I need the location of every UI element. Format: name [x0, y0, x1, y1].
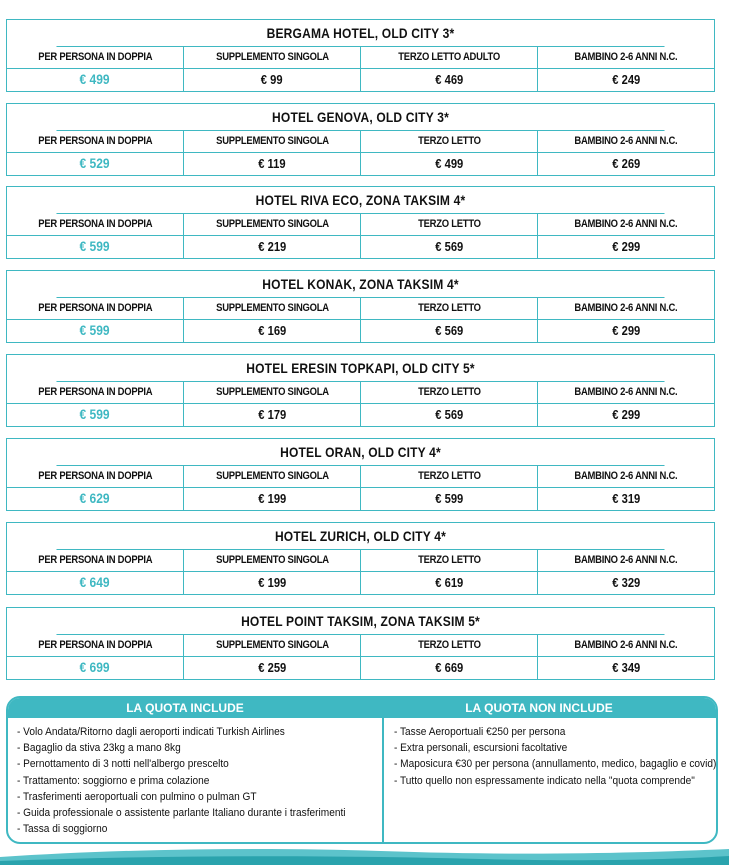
hotel-table: [6, 522, 715, 595]
quota-include-title: LA QUOTA INCLUDE: [126, 701, 244, 715]
column-header: [184, 382, 361, 403]
price-value: € 649: [79, 574, 111, 590]
price-row: [7, 488, 714, 510]
column-header: [361, 466, 538, 487]
price-value: € 329: [611, 575, 640, 590]
price-value: € 629: [79, 490, 111, 506]
hotel-title: HOTEL ERESIN TOPKAPI, OLD CITY 5*: [56, 355, 664, 382]
header-row: [7, 298, 714, 320]
hotel-table: [6, 354, 715, 427]
hotel-table: [6, 19, 715, 92]
price-cell: [538, 320, 714, 342]
price-value: € 599: [79, 322, 111, 338]
column-header: [184, 550, 361, 571]
price-value: € 199: [257, 491, 286, 506]
include-item: - Guida professionale o assistente parlante Italiano durante i trasferimenti: [17, 807, 346, 820]
column-header: [7, 635, 184, 656]
price-value: € 219: [257, 239, 286, 254]
column-header: [361, 382, 538, 403]
column-header-label: SUPPLEMENTO SINGOLA: [215, 135, 329, 147]
include-item: - Pernottamento di 3 notti nell'albergo prescelto: [17, 758, 229, 771]
price-value: € 569: [434, 239, 463, 254]
hotel-title: HOTEL ZURICH, OLD CITY 4*: [56, 523, 664, 550]
column-header-label: BAMBINO 2-6 ANNI N.C.: [574, 386, 678, 398]
price-value: € 299: [611, 407, 640, 422]
price-cell: [361, 153, 538, 175]
price-value: € 499: [79, 71, 111, 87]
column-header: [538, 550, 714, 571]
price-cell: [184, 488, 361, 510]
column-header: [538, 47, 714, 68]
price-value: € 269: [611, 156, 640, 171]
price-cell: [361, 488, 538, 510]
column-header-label: BAMBINO 2-6 ANNI N.C.: [574, 218, 678, 230]
price-cell: [538, 236, 714, 258]
column-header: [538, 466, 714, 487]
header-row: [7, 131, 714, 153]
price-value: € 179: [257, 407, 286, 422]
column-header-label: SUPPLEMENTO SINGOLA: [215, 218, 329, 230]
decorative-wave: [0, 847, 729, 865]
column-header: [7, 298, 184, 319]
column-header-label: TERZO LETTO: [417, 218, 481, 230]
column-header-label: TERZO LETTO: [417, 302, 481, 314]
column-header-label: PER PERSONA IN DOPPIA: [37, 302, 153, 314]
column-header-label: PER PERSONA IN DOPPIA: [37, 135, 153, 147]
column-header: [361, 214, 538, 235]
column-header: [538, 298, 714, 319]
column-header-label: BAMBINO 2-6 ANNI N.C.: [574, 470, 678, 482]
main-price: [7, 572, 184, 594]
price-cell: [184, 153, 361, 175]
price-value: € 599: [434, 491, 463, 506]
price-row: [7, 572, 714, 594]
price-value: € 259: [257, 660, 286, 675]
price-value: € 299: [611, 323, 640, 338]
column-header-label: PER PERSONA IN DOPPIA: [37, 470, 153, 482]
price-value: € 199: [257, 575, 286, 590]
exclude-item: - Maposicura €30 per persona (annullamento, medico, bagaglio e covid): [394, 758, 717, 771]
column-header: [361, 550, 538, 571]
price-value: € 99: [261, 72, 283, 87]
price-value: € 619: [434, 575, 463, 590]
column-header-label: BAMBINO 2-6 ANNI N.C.: [574, 51, 678, 63]
hotel-table: [6, 270, 715, 343]
column-header-label: TERZO LETTO: [417, 639, 481, 651]
header-row: [7, 466, 714, 488]
price-cell: [538, 153, 714, 175]
column-header-label: PER PERSONA IN DOPPIA: [37, 386, 153, 398]
header-row: [7, 382, 714, 404]
column-header: [184, 466, 361, 487]
price-value: € 529: [79, 155, 111, 171]
column-header: [7, 466, 184, 487]
quota-include-list: [8, 718, 384, 844]
include-item: - Tassa di soggiorno: [17, 823, 108, 836]
column-header-label: PER PERSONA IN DOPPIA: [37, 639, 153, 651]
column-header-label: SUPPLEMENTO SINGOLA: [215, 554, 329, 566]
column-header-label: SUPPLEMENTO SINGOLA: [215, 470, 329, 482]
header-row: [7, 214, 714, 236]
price-cell: [361, 236, 538, 258]
price-cell: [538, 657, 714, 679]
column-header-label: TERZO LETTO: [417, 470, 481, 482]
main-price: [7, 153, 184, 175]
quota-body: [8, 718, 716, 844]
price-cell: [184, 657, 361, 679]
price-value: € 249: [611, 72, 640, 87]
hotel-title: HOTEL KONAK, ZONA TAKSIM 4*: [56, 271, 664, 298]
price-value: € 599: [79, 238, 111, 254]
column-header-label: PER PERSONA IN DOPPIA: [37, 554, 153, 566]
quota-header: [8, 698, 716, 718]
column-header: [184, 47, 361, 68]
price-row: [7, 404, 714, 426]
main-price: [7, 69, 184, 91]
include-item: - Bagaglio da stiva 23kg a mano 8kg: [17, 742, 181, 755]
column-header: [538, 382, 714, 403]
column-header-label: BAMBINO 2-6 ANNI N.C.: [574, 302, 678, 314]
column-header: [538, 214, 714, 235]
price-cell: [361, 404, 538, 426]
column-header: [7, 131, 184, 152]
quota-box: [6, 696, 718, 844]
include-item: - Trattamento: soggiorno e prima colazione: [17, 774, 210, 787]
column-header-label: BAMBINO 2-6 ANNI N.C.: [574, 135, 678, 147]
price-cell: [538, 404, 714, 426]
hotel-title: HOTEL POINT TAKSIM, ZONA TAKSIM 5*: [56, 608, 664, 635]
price-value: € 499: [434, 156, 463, 171]
column-header-label: SUPPLEMENTO SINGOLA: [215, 639, 329, 651]
hotel-table: [6, 438, 715, 511]
price-cell: [538, 69, 714, 91]
hotel-table: [6, 103, 715, 176]
price-cell: [184, 236, 361, 258]
hotel-title: HOTEL RIVA ECO, ZONA TAKSIM 4*: [56, 187, 664, 214]
hotel-table: [6, 607, 715, 680]
price-cell: [361, 320, 538, 342]
column-header: [7, 47, 184, 68]
quota-exclude-title: LA QUOTA NON INCLUDE: [465, 701, 613, 715]
main-price: [7, 320, 184, 342]
hotel-title: HOTEL ORAN, OLD CITY 4*: [56, 439, 664, 466]
price-cell: [184, 572, 361, 594]
include-item: - Trasferimenti aeroportuali con pulmino o pulman GT: [17, 790, 257, 803]
header-row: [7, 635, 714, 657]
column-header-label: SUPPLEMENTO SINGOLA: [215, 302, 329, 314]
column-header-label: BAMBINO 2-6 ANNI N.C.: [574, 554, 678, 566]
price-value: € 169: [257, 323, 286, 338]
price-cell: [361, 657, 538, 679]
exclude-item: - Tasse Aeroportuali €250 per persona: [394, 726, 566, 738]
price-row: [7, 69, 714, 91]
column-header: [184, 635, 361, 656]
main-price: [7, 236, 184, 258]
column-header: [538, 131, 714, 152]
hotel-table: [6, 186, 715, 259]
column-header: [184, 131, 361, 152]
column-header: [361, 131, 538, 152]
price-row: [7, 657, 714, 679]
price-value: € 319: [611, 491, 640, 506]
column-header-label: SUPPLEMENTO SINGOLA: [215, 386, 329, 398]
header-row: [7, 550, 714, 572]
column-header: [361, 635, 538, 656]
price-value: € 469: [434, 72, 463, 87]
column-header: [538, 635, 714, 656]
hotel-title: HOTEL GENOVA, OLD CITY 3*: [56, 104, 664, 131]
quota-exclude-list: [384, 718, 718, 844]
column-header-label: PER PERSONA IN DOPPIA: [37, 51, 153, 63]
main-price: [7, 404, 184, 426]
include-item: - Volo Andata/Ritorno dagli aeroporti indicati Turkish Airlines: [17, 726, 285, 738]
price-cell: [538, 572, 714, 594]
price-value: € 669: [434, 660, 463, 675]
price-value: € 699: [79, 659, 111, 675]
main-price: [7, 657, 184, 679]
column-header: [7, 382, 184, 403]
header-row: [7, 47, 714, 69]
column-header: [7, 214, 184, 235]
price-value: € 569: [434, 407, 463, 422]
price-row: [7, 320, 714, 342]
price-cell: [538, 488, 714, 510]
column-header: [7, 550, 184, 571]
price-cell: [184, 404, 361, 426]
price-value: € 119: [258, 156, 286, 171]
column-header-label: BAMBINO 2-6 ANNI N.C.: [574, 639, 678, 651]
price-cell: [184, 320, 361, 342]
column-header: [361, 298, 538, 319]
price-cell: [361, 69, 538, 91]
price-value: € 349: [611, 660, 640, 675]
price-row: [7, 153, 714, 175]
column-header-label: TERZO LETTO: [417, 135, 481, 147]
column-header: [184, 214, 361, 235]
price-cell: [184, 69, 361, 91]
price-value: € 599: [79, 406, 111, 422]
price-value: € 299: [611, 239, 640, 254]
column-header-label: TERZO LETTO ADULTO: [398, 51, 500, 63]
price-value: € 569: [434, 323, 463, 338]
column-header-label: PER PERSONA IN DOPPIA: [37, 218, 153, 230]
column-header: [361, 47, 538, 68]
price-cell: [361, 572, 538, 594]
exclude-item: - Tutto quello non espressamente indicato nella "quota comprende": [394, 774, 695, 787]
hotel-title: BERGAMA HOTEL, OLD CITY 3*: [56, 20, 664, 47]
price-row: [7, 236, 714, 258]
column-header-label: TERZO LETTO: [417, 554, 481, 566]
main-price: [7, 488, 184, 510]
column-header-label: SUPPLEMENTO SINGOLA: [215, 51, 329, 63]
column-header-label: TERZO LETTO: [417, 386, 481, 398]
column-header: [184, 298, 361, 319]
exclude-item: - Extra personali, escursioni facoltative: [394, 742, 568, 755]
